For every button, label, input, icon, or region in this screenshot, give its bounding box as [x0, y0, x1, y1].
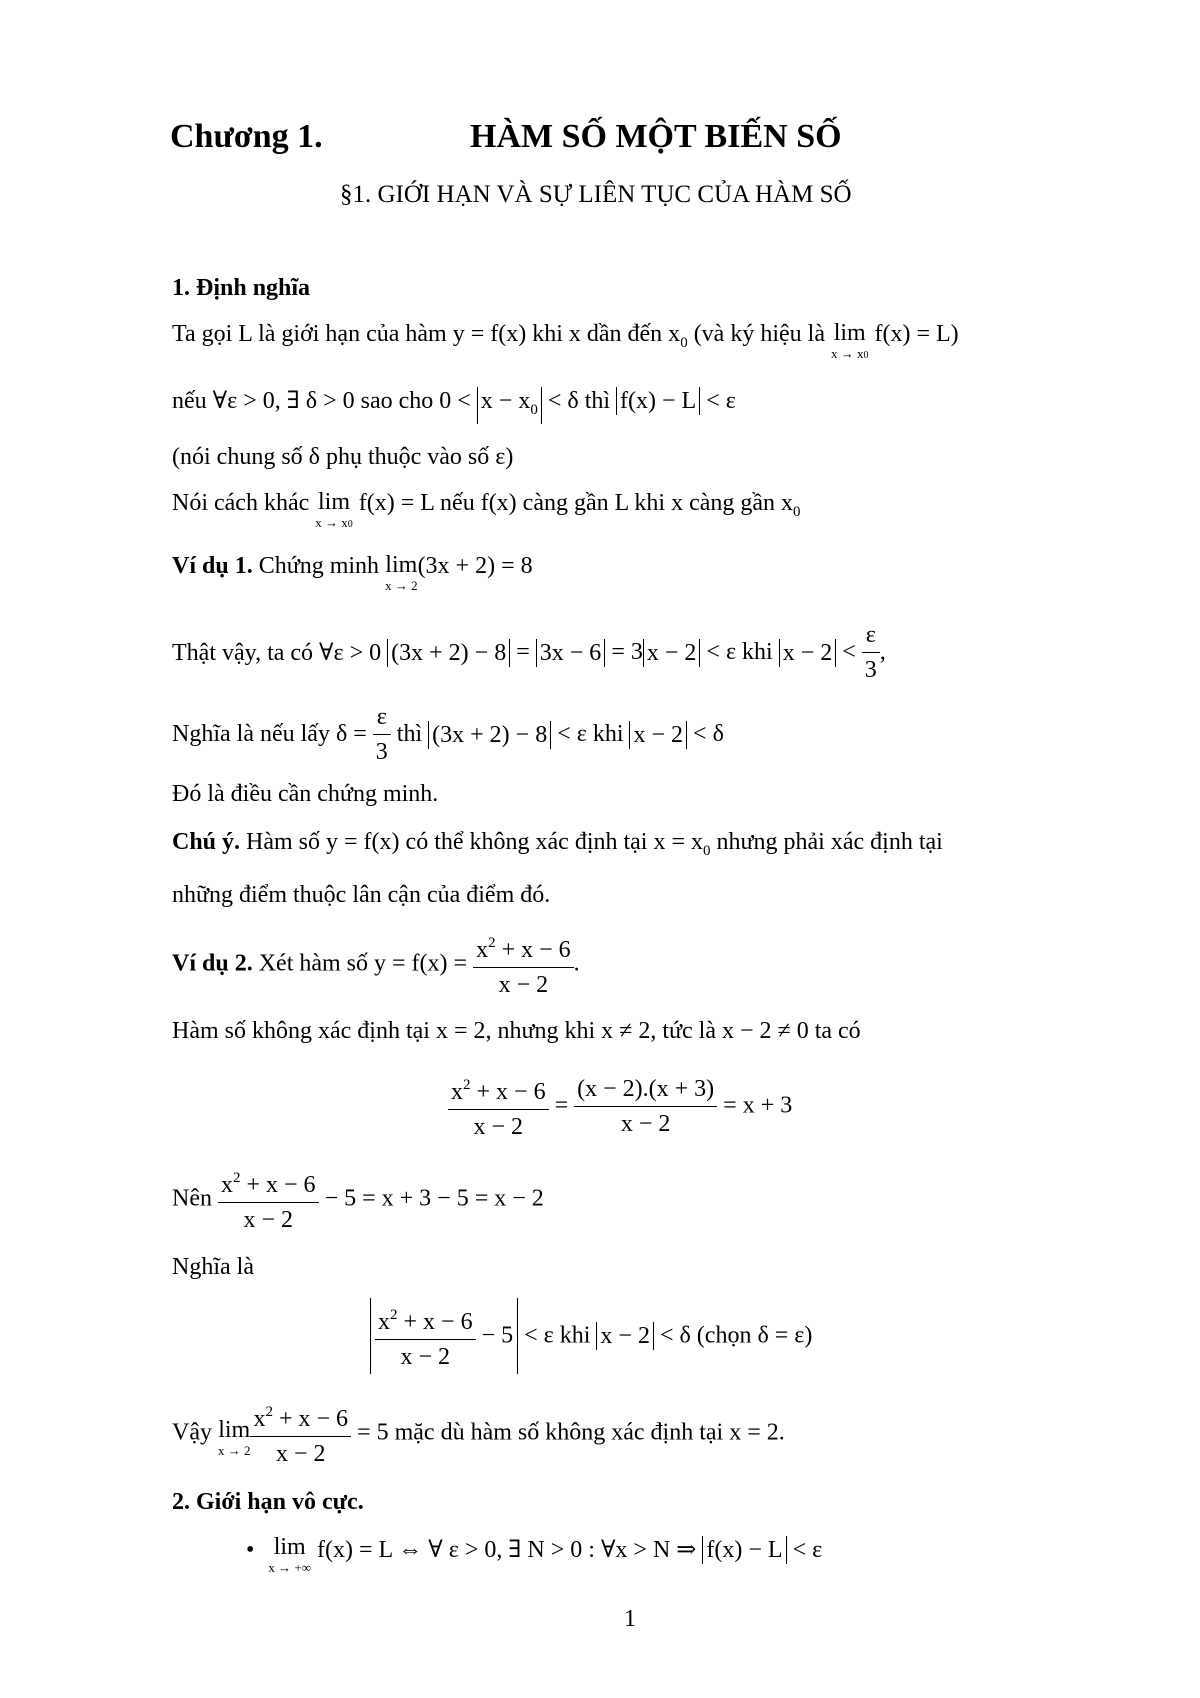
definition-line — [172, 321, 959, 363]
definition-other: Nói cách khác lim x → x0 f(x) = L nếu f(x) càng gần L khi x càng gần $x_0$ — [172, 489, 801, 530]
example-2-undefined: Hàm số không xác định tại x = 2, nhưng khi x ≠ 2, tức là x − 2 ≠ 0 ta có — [172, 1018, 861, 1044]
example-2-conclusion: Vậy lim x → 2 $\frac{x^2 + x - 6}{x - 2}$ = 5 mặc dù hàm số không xác định tại x = 2. — [172, 1397, 785, 1469]
example-1-meaning: Nghĩa là nếu lấy δ = $\frac{\varepsilon}{3}$ thì (3x + 2) − 8 < ε khi x − 2 < δ — [172, 704, 724, 765]
note-label: Chú ý. — [172, 829, 241, 855]
abs-x-x0: $x - x_0$ — [477, 387, 542, 424]
abs-fx-l: f(x) − L — [616, 387, 700, 415]
example-2-nghiala: Nghĩa là — [172, 1254, 254, 1280]
def-text-c: f(x) = L) — [868, 321, 959, 347]
example-1-qed: Đó là điều cần chứng minh. — [172, 781, 439, 807]
section-title: §1. GIỚI HẠN VÀ SỰ LIÊN TỤC CỦA HÀM SỐ — [340, 181, 852, 208]
def-text-a: Ta gọi L là giới hạn của hàm y = f(x) khi x dần đến x — [172, 321, 681, 347]
frac-eps-3b: $\frac{\varepsilon}{3}$ — [373, 702, 391, 767]
example-1-label: Ví dụ 1. — [172, 553, 253, 579]
example-2-factor: $\frac{x^2 + x - 6}{x - 2}$ = $\frac{(x - 2).(x + 3)}{x - 2}$ = x + 3 — [448, 1070, 792, 1142]
bullet-icon: • — [246, 1537, 255, 1563]
lim-symbol-3: lim x → 2 — [385, 552, 418, 593]
definition-note: (nói chung số δ phụ thuộc vào số ε) — [172, 444, 514, 470]
note-line-2: những điểm thuộc lân cận của điểm đó. — [172, 882, 551, 908]
frac-f: $\frac{x^2 + x - 6}{x - 2}$ — [473, 928, 574, 1000]
definition-condition: nếu ∀ε > 0, ∃ δ > 0 sao cho $0 < x - x_0 < \delta$ thì f(x) − L < ε — [172, 386, 736, 424]
chapter-label: Chương 1. — [170, 118, 323, 155]
note-line-1: Chú ý. Hàm số y = f(x) có thể không xác định tại $x = x_0$ nhưng phải xác định tại — [172, 829, 943, 859]
chapter-title: HÀM SỐ MỘT BIẾN SỐ — [470, 118, 842, 155]
example-2: Ví dụ 2. Xét hàm số y = f(x) = $\frac{x^2 + x - 6}{x - 2}$ . — [172, 928, 580, 1000]
example-1-proof: Thật vậy, ta có ∀ε > 0 (3x + 2) − 8 = 3x − 6 = 3 x − 2 < ε khi x − 2 < $\frac{\varepsilon}{3}$ , — [172, 622, 886, 683]
definition-heading: 1. Định nghĩa — [172, 275, 311, 301]
page-number: 1 — [624, 1606, 636, 1632]
sub-zero: 0 — [680, 335, 688, 351]
infinity-limit: • lim x → +∞ f(x) = L ⇔ ∀ ε > 0, ∃ N > 0 : ∀x > N ⇒ f(x) − L < ε — [246, 1534, 823, 1575]
example-2-nen: Nên $\frac{x^2 + x - 6}{x - 2}$ − 5 = x + 3 − 5 = x − 2 — [172, 1163, 544, 1235]
example-2-abs: $\frac{x^2 + x - 6}{x - 2}$ − 5 < ε khi x − 2 < δ (chọn δ = ε) — [370, 1298, 812, 1374]
example-2-label: Ví dụ 2. — [172, 950, 253, 977]
example-1: Ví dụ 1. Chứng minh lim x → 2 (3x + 2) = 8 — [172, 552, 533, 593]
def-text-b: (và ký hiệu là — [687, 321, 831, 347]
infinity-heading: 2. Giới hạn vô cực. — [172, 1489, 364, 1515]
lim-symbol: lim x → x0 — [830, 320, 869, 361]
frac-eps-3: $\frac{\varepsilon}{3}$ — [862, 620, 880, 685]
lim-symbol-2: lim x → x0 — [315, 489, 353, 530]
